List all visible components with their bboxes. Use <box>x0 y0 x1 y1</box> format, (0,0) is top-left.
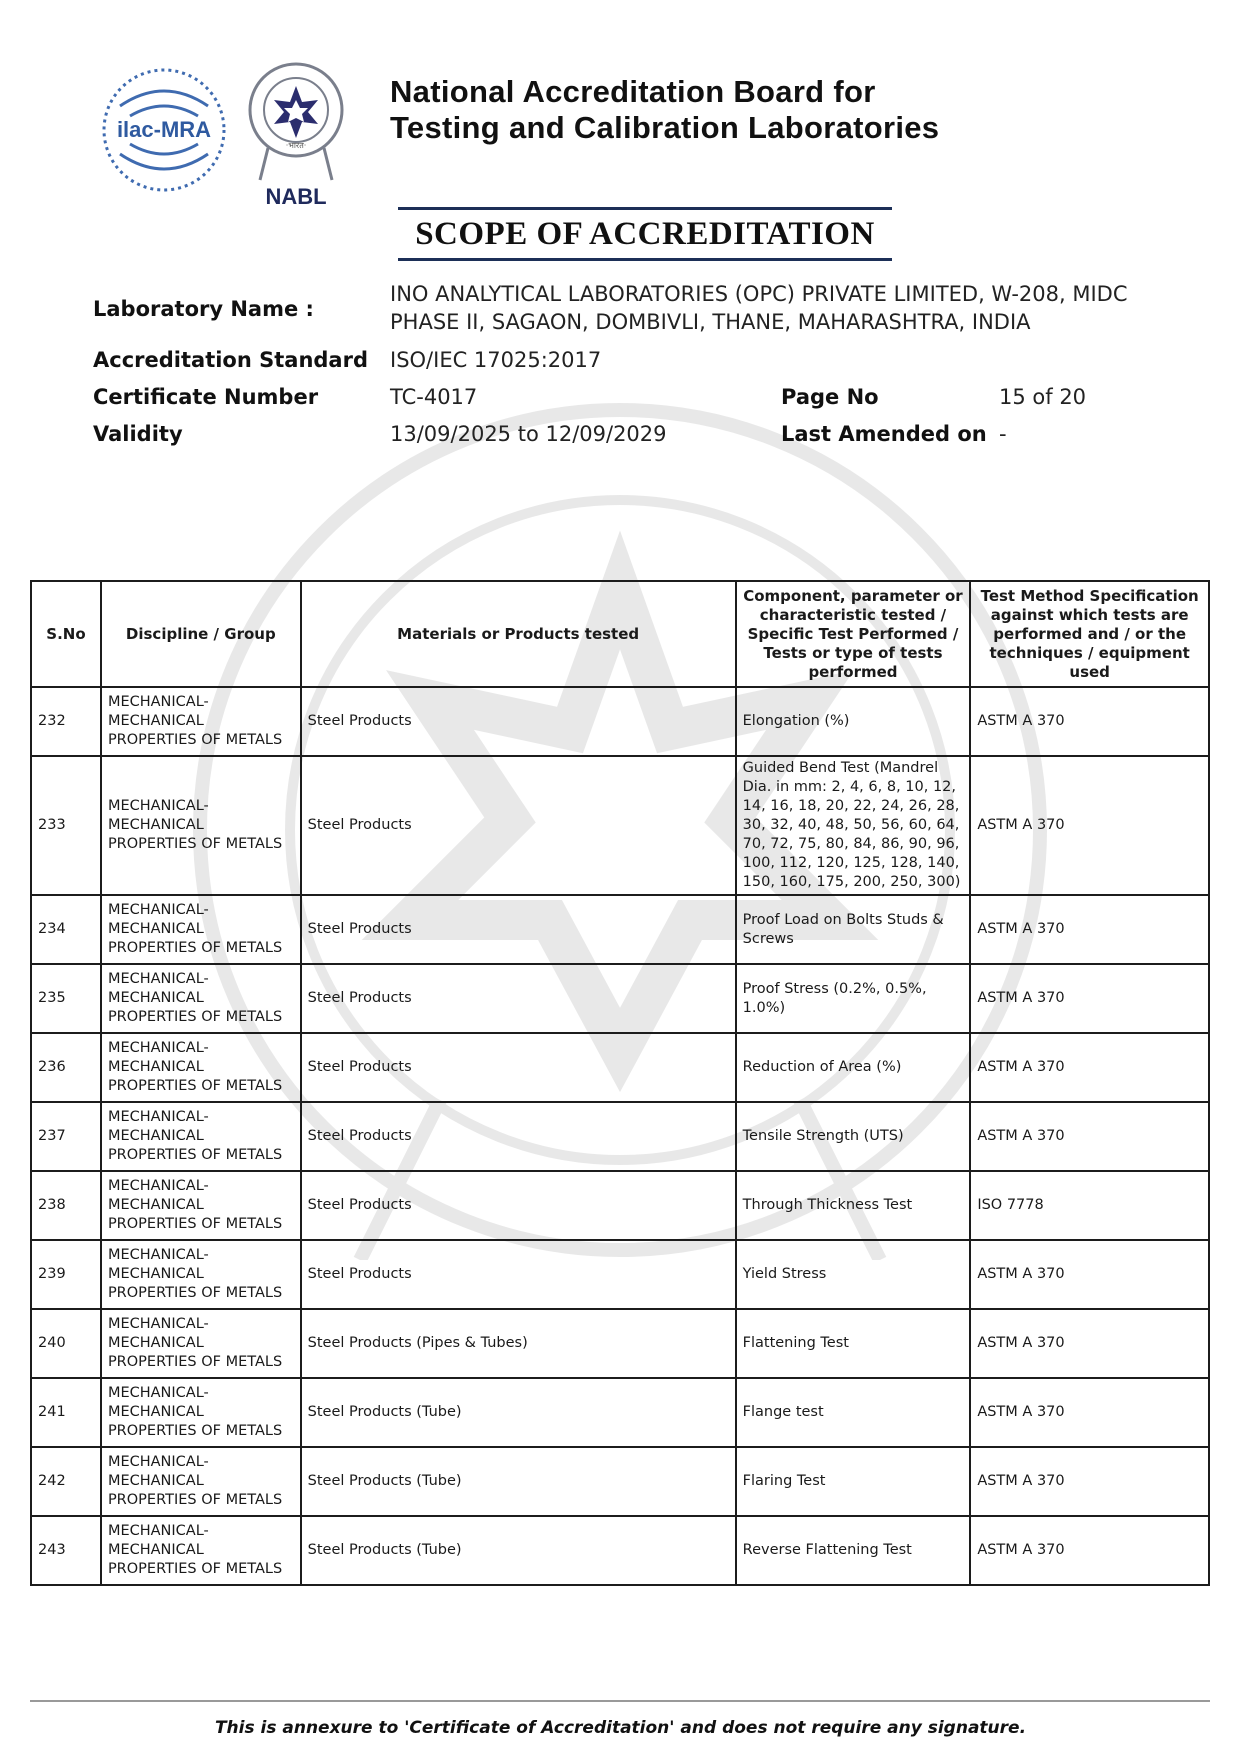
scope-title-block <box>398 207 892 261</box>
cell-sno: 237 <box>31 1102 101 1171</box>
page-no-label: Page No <box>781 385 879 409</box>
organization-title-line1: National Accreditation Board for <box>390 74 876 109</box>
laboratory-name-label: Laboratory Name : <box>93 297 314 321</box>
cell-parameter: Through Thickness Test <box>736 1171 971 1240</box>
cell-material: Steel Products (Pipes & Tubes) <box>301 1309 736 1378</box>
header-sno: S.No <box>31 581 101 687</box>
last-amended-label: Last Amended on <box>781 422 987 446</box>
cell-discipline: MECHANICAL- MECHANICAL PROPERTIES OF METALS <box>101 1378 301 1447</box>
svg-text:·भारत·: ·भारत· <box>285 141 307 150</box>
cell-parameter: Flange test <box>736 1378 971 1447</box>
cell-test-method: ASTM A 370 <box>970 1033 1209 1102</box>
header-discipline: Discipline / Group <box>101 581 301 687</box>
table-row <box>31 1309 1209 1378</box>
last-amended-value: - <box>999 422 1007 446</box>
cell-test-method: ASTM A 370 <box>970 1309 1209 1378</box>
table-row <box>31 1102 1209 1171</box>
cell-discipline: MECHANICAL- MECHANICAL PROPERTIES OF METALS <box>101 1309 301 1378</box>
table-row <box>31 1378 1209 1447</box>
validity-value: 13/09/2025 to 12/09/2029 <box>390 422 667 446</box>
cell-test-method: ASTM A 370 <box>970 895 1209 964</box>
cell-material: Steel Products <box>301 1240 736 1309</box>
cell-test-method: ASTM A 370 <box>970 1516 1209 1585</box>
table-row <box>31 1033 1209 1102</box>
cell-discipline: MECHANICAL- MECHANICAL PROPERTIES OF METALS <box>101 687 301 756</box>
cell-sno: 239 <box>31 1240 101 1309</box>
cell-material: Steel Products <box>301 1102 736 1171</box>
ilac-mra-logo <box>100 66 228 194</box>
validity-label: Validity <box>93 422 183 446</box>
table-body <box>31 687 1209 1585</box>
scope-title-bottom-rule <box>398 258 892 261</box>
header-logos <box>100 60 360 210</box>
cell-sno: 234 <box>31 895 101 964</box>
cell-parameter: Flattening Test <box>736 1309 971 1378</box>
cell-material: Steel Products (Tube) <box>301 1516 736 1585</box>
cell-test-method: ASTM A 370 <box>970 687 1209 756</box>
cell-discipline: MECHANICAL- MECHANICAL PROPERTIES OF METALS <box>101 964 301 1033</box>
svg-text:ilac-MRA: ilac-MRA <box>116 117 212 142</box>
cell-parameter: Reduction of Area (%) <box>736 1033 971 1102</box>
cell-sno: 238 <box>31 1171 101 1240</box>
footer-note: This is annexure to 'Certificate of Accreditation' and does not require any signature. <box>214 1718 1027 1738</box>
cell-discipline: MECHANICAL- MECHANICAL PROPERTIES OF METALS <box>101 1240 301 1309</box>
cell-material: Steel Products (Tube) <box>301 1447 736 1516</box>
table-header-row <box>31 581 1209 687</box>
certificate-number-value: TC-4017 <box>390 385 478 409</box>
cell-test-method: ASTM A 370 <box>970 756 1209 895</box>
cell-parameter: Proof Load on Bolts Studs & Screws <box>736 895 971 964</box>
table-row <box>31 964 1209 1033</box>
nabl-logo <box>246 60 346 210</box>
cell-test-method: ASTM A 370 <box>970 1102 1209 1171</box>
scope-table <box>30 580 1210 1586</box>
table-row <box>31 1447 1209 1516</box>
cell-parameter: Flaring Test <box>736 1447 971 1516</box>
header-test-method: Test Method Specification against which tests are performed and / or the techniques / equipment used <box>970 581 1209 687</box>
cell-sno: 240 <box>31 1309 101 1378</box>
cell-test-method: ASTM A 370 <box>970 1447 1209 1516</box>
cell-material: Steel Products <box>301 964 736 1033</box>
laboratory-name-line1: INO ANALYTICAL LABORATORIES (OPC) PRIVATE LIMITED, W-208, MIDC <box>390 282 1128 306</box>
accreditation-standard-label: Accreditation Standard <box>93 348 368 372</box>
page-no-value: 15 of 20 <box>999 385 1087 409</box>
cell-material: Steel Products <box>301 1033 736 1102</box>
document-title: SCOPE OF ACCREDITATION <box>415 216 875 252</box>
header-materials: Materials or Products tested <box>301 581 736 687</box>
cell-discipline: MECHANICAL- MECHANICAL PROPERTIES OF METALS <box>101 1033 301 1102</box>
accreditation-standard-value: ISO/IEC 17025:2017 <box>390 348 602 372</box>
cell-material: Steel Products (Tube) <box>301 1378 736 1447</box>
svg-text:NABL: NABL <box>265 184 327 209</box>
table-row <box>31 756 1209 895</box>
laboratory-name-line2: PHASE II, SAGAON, DOMBIVLI, THANE, MAHARASHTRA, INDIA <box>390 310 1031 334</box>
cell-sno: 232 <box>31 687 101 756</box>
cell-sno: 242 <box>31 1447 101 1516</box>
organization-title <box>390 74 939 146</box>
cell-parameter: Proof Stress (0.2%, 0.5%, 1.0%) <box>736 964 971 1033</box>
certificate-number-label: Certificate Number <box>93 385 319 409</box>
cell-material: Steel Products <box>301 687 736 756</box>
table-row <box>31 1240 1209 1309</box>
cell-test-method: ISO 7778 <box>970 1171 1209 1240</box>
cell-test-method: ASTM A 370 <box>970 1378 1209 1447</box>
footer-divider <box>30 1700 1210 1702</box>
cell-sno: 235 <box>31 964 101 1033</box>
table-row <box>31 895 1209 964</box>
cell-material: Steel Products <box>301 1171 736 1240</box>
cell-discipline: MECHANICAL- MECHANICAL PROPERTIES OF METALS <box>101 1171 301 1240</box>
organization-title-line2: Testing and Calibration Laboratories <box>390 110 940 145</box>
cell-material: Steel Products <box>301 895 736 964</box>
cell-discipline: MECHANICAL- MECHANICAL PROPERTIES OF METALS <box>101 1102 301 1171</box>
table-row <box>31 687 1209 756</box>
cell-test-method: ASTM A 370 <box>970 1240 1209 1309</box>
cell-sno: 243 <box>31 1516 101 1585</box>
cell-sno: 241 <box>31 1378 101 1447</box>
cell-material: Steel Products <box>301 756 736 895</box>
cell-discipline: MECHANICAL- MECHANICAL PROPERTIES OF METALS <box>101 756 301 895</box>
cell-parameter: Yield Stress <box>736 1240 971 1309</box>
header-parameter: Component, parameter or characteristic tested / Specific Test Performed / Tests or type of tests performed <box>736 581 971 687</box>
cell-discipline: MECHANICAL- MECHANICAL PROPERTIES OF METALS <box>101 1516 301 1585</box>
cell-test-method: ASTM A 370 <box>970 964 1209 1033</box>
cell-sno: 236 <box>31 1033 101 1102</box>
cell-sno: 233 <box>31 756 101 895</box>
cell-parameter: Reverse Flattening Test <box>736 1516 971 1585</box>
cell-parameter: Elongation (%) <box>736 687 971 756</box>
table-row <box>31 1171 1209 1240</box>
cell-discipline: MECHANICAL- MECHANICAL PROPERTIES OF METALS <box>101 1447 301 1516</box>
cell-parameter: Tensile Strength (UTS) <box>736 1102 971 1171</box>
table-row <box>31 1516 1209 1585</box>
cell-parameter: Guided Bend Test (Mandrel Dia. in mm: 2, 4, 6, 8, 10, 12, 14, 16, 18, 20, 22, 24, 26, 28, 30, 32, 40, 48, 50, 56, 60, 64, 70, 72, 75, 80, 84, 86, 90, 96, 100, 112, 120, 125, 128, 140, 150, 160, 175, 200, 250, 300) <box>736 756 971 895</box>
cell-discipline: MECHANICAL- MECHANICAL PROPERTIES OF METALS <box>101 895 301 964</box>
